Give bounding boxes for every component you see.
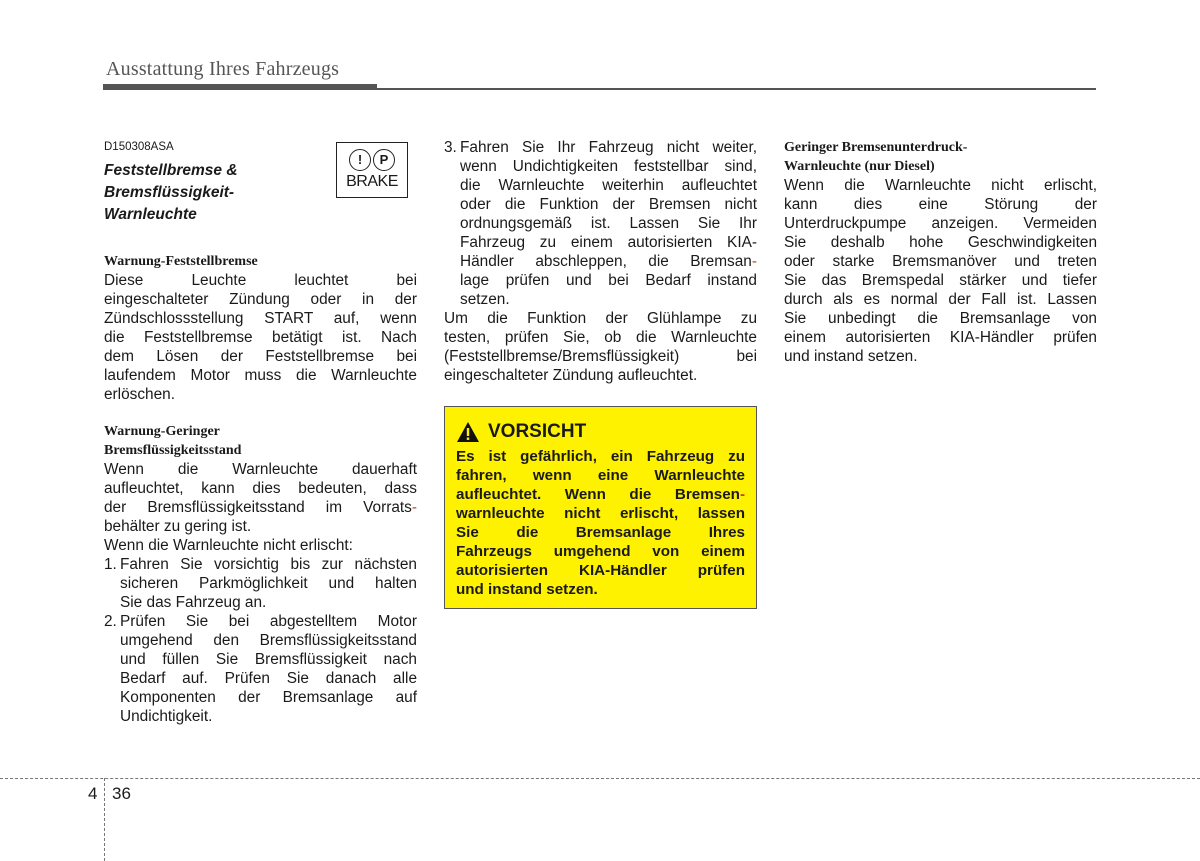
text-line: die Feststellbremse betätigt ist. Nach: [104, 329, 417, 346]
text-line-hyphenated: der Bremsflüssigkeitsstand im Vorrats-: [104, 499, 417, 516]
text-line: Sie deshalb hohe Geschwindigkeiten: [784, 234, 1097, 251]
paragraph-bulb-test: [444, 309, 757, 385]
text-line: Undichtigkeit.: [120, 708, 213, 725]
text-line: Zündschlossstellung START auf, wenn: [104, 310, 417, 327]
list-intro: Wenn die Warnleuchte nicht erlischt:: [104, 537, 353, 554]
line-break-hyphen: -: [739, 486, 745, 503]
text-line: oder starke Bremsmanöver und treten: [784, 253, 1097, 270]
text-line: erlöschen.: [104, 386, 176, 403]
text-line: Fahren Sie Ihr Fahrzeug nicht weiter,: [460, 139, 757, 156]
text-line: [460, 252, 757, 271]
chapter-number: 4: [88, 784, 98, 803]
list-text: [120, 612, 417, 726]
text-line: Sie das Bremspedal stärker und tiefer: [784, 272, 1097, 289]
brake-warning-icon: [336, 142, 408, 198]
text-line: dem Lösen der Feststellbremse bei: [104, 348, 417, 365]
text-line: und instand setzen.: [784, 348, 918, 365]
text-line: Fahren Sie vorsichtig bis zur nächsten: [120, 556, 417, 573]
subheading-line: Geringer Bremsenunterdruck-: [784, 140, 968, 155]
section-title-line: Feststellbremse &: [104, 162, 238, 179]
text-line: Unterdruckpumpe anzeigen. Vermeiden: [784, 215, 1097, 232]
header-rule-thick: [103, 84, 377, 90]
subheading-line: Warnleuchte (nur Diesel): [784, 159, 935, 174]
line-break-hyphen: -: [411, 499, 417, 516]
list-number: 1.: [104, 556, 117, 573]
text-line: Wenn die Warnleuchte dauerhaft: [104, 461, 417, 478]
text-line: Sie die Bremsanlage Ihres: [456, 524, 745, 541]
text-line: testen, prüfen Sie, ob die Warnleuchte: [444, 329, 757, 346]
text-line-hyphenated: aufleuchtet. Wenn die Bremsen-: [456, 486, 745, 503]
text-line: warnleuchte nicht erlischt, lassen: [456, 505, 745, 522]
text-line: (Feststellbremse/Bremsflüssigkeit) bei: [444, 348, 757, 365]
text-line: setzen.: [460, 291, 510, 308]
column-right: [784, 138, 1097, 366]
text-line: Komponenten der Bremsanlage auf: [120, 689, 417, 706]
text-line: autorisierten KIA-Händler prüfen: [456, 562, 745, 579]
line-break-hyphen: -: [751, 253, 757, 270]
text-line-hyphenated: Händler abschleppen, die Bremsan-: [460, 253, 757, 270]
caution-title: VORSICHT: [488, 421, 587, 442]
text-line: eingeschalteter Zündung oder in der: [104, 291, 417, 308]
text-line: durch als es normal der Fall ist. Lassen: [784, 291, 1097, 308]
list-text: [460, 138, 757, 309]
text-line: und instand setzen.: [456, 581, 598, 598]
text-line: behälter zu gering ist.: [104, 518, 252, 535]
exclamation-circle-icon: !: [349, 149, 371, 171]
caution-text: [456, 447, 745, 599]
list-text: [120, 555, 417, 612]
list-number: 2.: [104, 613, 117, 630]
footer-vertical-rule: [104, 778, 105, 861]
text-line: Sie unbedingt die Bremsanlage von: [784, 310, 1097, 327]
section-title: [104, 160, 279, 226]
parking-p-icon: P: [373, 149, 395, 171]
text-line: laufendem Motor muss die Warnleuchte: [104, 367, 417, 384]
text-line: Diese Leuchte leuchtet bei: [104, 272, 417, 289]
text-line: einem autorisierten KIA-Händler prüfen: [784, 329, 1097, 346]
text-line: ordnungsgemäß ist. Lassen Sie Ihr: [460, 215, 757, 232]
paragraph-low-fluid: [104, 460, 417, 536]
text-line: Um die Funktion der Glühlampe zu: [444, 310, 757, 327]
column-left: [104, 138, 417, 726]
text-line: kann dies eine Störung der: [784, 196, 1097, 213]
caution-box: [444, 406, 757, 609]
text-line: lage prüfen und bei Bedarf instand: [460, 272, 757, 289]
text-line: wenn Undichtigkeiten feststellbar sind,: [460, 158, 757, 175]
section-title-line: Warnleuchte: [104, 206, 197, 223]
list-item: [104, 555, 417, 612]
text-line: fahren, wenn eine Warnleuchte: [456, 467, 745, 484]
footer-rule: [0, 778, 1200, 779]
text-line: Bedarf auf. Prüfen Sie danach alle: [120, 670, 417, 687]
caution-header: [456, 419, 745, 445]
text-line: oder die Funktion der Bremsen nicht: [460, 196, 757, 213]
text-line: sicheren Parkmöglichkeit und halten: [120, 575, 417, 592]
text-line: Sie das Fahrzeug an.: [120, 594, 267, 611]
subheading-low-fluid: [104, 422, 417, 460]
brake-icon-label: BRAKE: [346, 173, 398, 190]
text-line: Fahrzeug zu einem autorisierten KIA-: [460, 234, 757, 251]
list-number: 3.: [444, 139, 457, 156]
text-line: Fahrzeugs umgehend von einem: [456, 543, 745, 560]
page-number: 36: [112, 784, 131, 803]
text-line: umgehend den Bremsflüssigkeitsstand: [120, 632, 417, 649]
text-line: Wenn die Warnleuchte nicht erlischt,: [784, 177, 1097, 194]
text-line: aufleuchtet, kann dies bedeuten, dass: [104, 480, 417, 497]
text-line: [456, 485, 745, 504]
paragraph-vacuum: [784, 176, 1097, 366]
text-line: [104, 498, 417, 517]
subheading-line: Bremsflüssigkeitsstand: [104, 443, 242, 458]
section-code: D150308ASA: [104, 141, 174, 153]
subheading-line: Warnung-Geringer: [104, 424, 220, 439]
list-item: [444, 138, 757, 309]
text-line: eingeschalteter Zündung aufleuchtet.: [444, 367, 698, 384]
text-line: die Warnleuchte weiterhin aufleuchtet: [460, 177, 757, 194]
subheading-vacuum: [784, 138, 1097, 176]
column-middle: [444, 138, 757, 385]
list-item: [104, 612, 417, 726]
section-title-line: Bremsflüssigkeit-: [104, 184, 235, 201]
warning-triangle-icon: [456, 421, 480, 443]
subheading-parking-brake: Warnung-Feststellbremse: [104, 254, 258, 269]
text-line: und füllen Sie Bremsflüssigkeit nach: [120, 651, 417, 668]
page-title: Ausstattung Ihres Fahrzeugs: [106, 58, 340, 80]
text-line: Es ist gefährlich, ein Fahrzeug zu: [456, 448, 745, 465]
header-rule-thin: [377, 88, 1096, 90]
text-line: Prüfen Sie bei abgestelltem Motor: [120, 613, 417, 630]
paragraph-parking-brake: [104, 271, 417, 404]
